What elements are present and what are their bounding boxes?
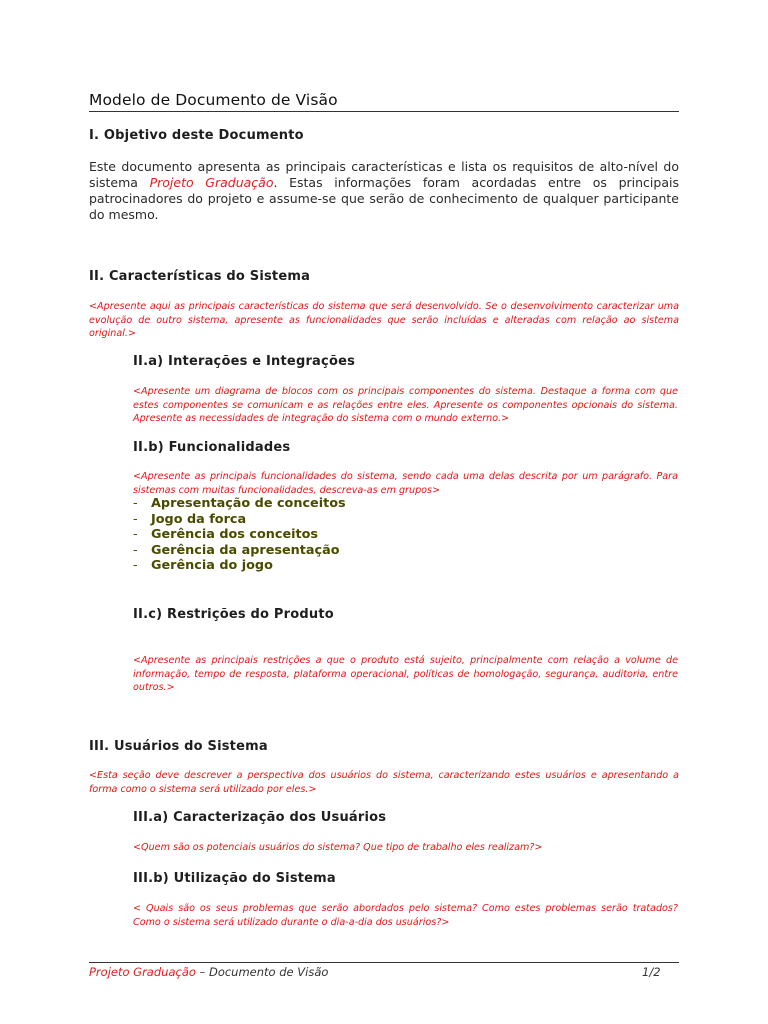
list-item-text: Apresentação de conceitos [151, 496, 346, 511]
section-3-heading: III. Usuários do Sistema [89, 739, 268, 754]
dash-bullet: - [133, 511, 138, 527]
section-2b-note: <Apresente as principais funcionalidades do sistema, sendo cada uma delas descrita por um parágrafo. Para sistemas com muitas funcionalidades, descreva-as em grupos> [133, 471, 678, 496]
list-item [133, 496, 346, 512]
footer-project-name: Projeto Graduação [89, 965, 196, 979]
list-item-text: Jogo da forca [151, 511, 247, 527]
dash-bullet: - [133, 558, 138, 574]
section-2c-heading: II.c) Restrições do Produto [133, 607, 334, 622]
section-3b-note: < Quais são os seus problemas que serão abordados pelo sistema? Como estes problemas serão tratados? Como o sistema será utilizado durante o dia-a-dia dos usuários?> [133, 903, 678, 928]
section-2b-heading: II.b) Funcionalidades [133, 440, 291, 455]
list-item-text: Gerência do jogo [151, 558, 273, 574]
section-3a-note: <Quem são os potenciais usuários do sistema? Que tipo de trabalho eles realizam?> [133, 842, 543, 853]
title-divider [89, 111, 679, 112]
footer-doc-label [89, 965, 328, 979]
section-3-note: <Esta seção deve descrever a perspectiva dos usuários do sistema, caracterizando estes usuários e apresentando a forma como o sistema será utilizado por eles.> [89, 770, 679, 795]
document-title: Modelo de Documento de Visão [89, 91, 338, 109]
section-2c-note: <Apresente as principais restrições a que o produto está sujeito, principalmente com relação a volume de informação, tempo de resposta, plataforma operacional, políticas de homologação, segurança, auditoria, entre outros.> [133, 655, 678, 693]
dash-bullet: - [133, 496, 138, 511]
footer-doc-name: – Documento de Visão [195, 965, 329, 979]
list-item [133, 512, 346, 528]
section-2a-note: <Apresente um diagrama de blocos com os principais componentes do sistema. Destaque a forma com que estes componentes se comunicam e as relações entre eles. Apresente os componentes opcionais do sistema. Apresente as necessidades de integração do sistema com o mundo externo.> [133, 386, 678, 424]
section-1-body-pre: Este documento apresenta as principais características e lista os requisitos de alto-nível do sistema [89, 159, 679, 190]
section-2-heading: II. Características do Sistema [89, 269, 311, 284]
section-2a-heading: II.a) Interações e Integrações [133, 354, 356, 369]
list-item [133, 543, 346, 559]
section-3a-heading: III.a) Caracterização dos Usuários [133, 810, 387, 825]
section-1-body [89, 159, 679, 223]
footer-divider [89, 962, 679, 963]
section-1-heading: I. Objetivo deste Documento [89, 128, 304, 143]
list-item [133, 558, 346, 574]
list-item [133, 527, 346, 543]
list-item-text: Gerência dos conceitos [151, 527, 319, 543]
project-name: Projeto Graduação [149, 175, 274, 190]
section-1-body-post: . Estas informações foram acordadas entre os principais patrocinadores do projeto e assume-se que serão de conhecimento de qualquer participante do mesmo. [89, 175, 679, 222]
page-number: 1/2 [642, 965, 661, 979]
dash-bullet: - [133, 542, 138, 558]
list-item-text: Gerência da apresentação [151, 542, 340, 558]
section-2-note: <Apresente aqui as principais características do sistema que será desenvolvido. Se o desenvolvimento caracterizar uma evolução de outro sistema, apresente as funcionalidades que serão incluídas e alteradas com relação ao sistema original.> [89, 301, 679, 339]
dash-bullet: - [133, 527, 138, 543]
section-3b-heading: III.b) Utilização do Sistema [133, 871, 336, 886]
functionality-list [133, 496, 346, 574]
